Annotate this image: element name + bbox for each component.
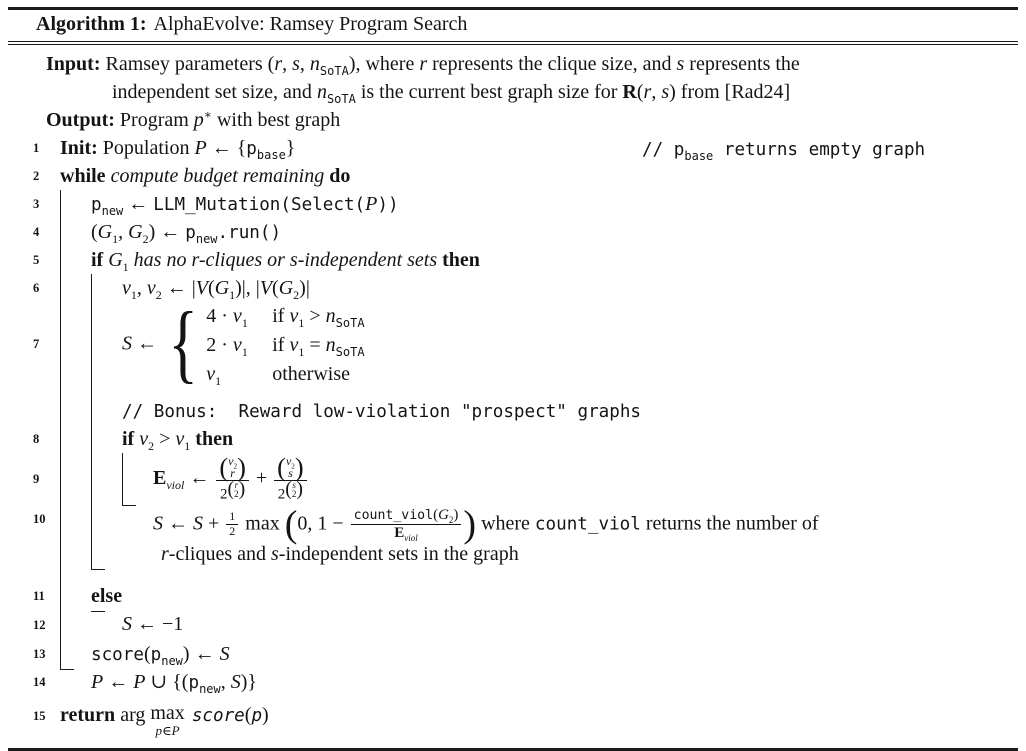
- algo-line: [8, 641, 1018, 669]
- algo-line: [8, 583, 1018, 611]
- line-number: 4: [33, 224, 40, 239]
- algo-line: [8, 134, 1018, 162]
- indent-bar: [60, 453, 91, 505]
- indent-bar: [60, 569, 91, 583]
- binomial: ( s 2 ): [285, 478, 303, 501]
- inline-comment: // $p_{base}$ returns empty graph: [642, 140, 926, 164]
- algo-line: [8, 190, 1018, 218]
- line-content: ($G_1$, $G_2$) ← $p_{new}.run()$: [91, 220, 282, 246]
- indent-bar: [60, 583, 91, 611]
- fraction: ( $v_2$ s ) 2 $^{( s 2 )}$: [274, 455, 307, 504]
- line-content: // Bonus: Reward low-violation "prospect" graphs: [122, 401, 642, 422]
- indent-bar: [60, 641, 91, 669]
- algo-line: [8, 397, 1018, 425]
- line-content: return arg max p∈P score(p): [60, 702, 269, 739]
- algo-line: [8, 425, 1018, 453]
- indent-bar: [60, 190, 91, 218]
- line-content: [122, 569, 1018, 583]
- indent-bar: [91, 569, 105, 570]
- caption-label: Algorithm 1:: [36, 12, 147, 35]
- big-paren: (: [284, 503, 298, 546]
- binomial: ( $v_2$ r ): [219, 451, 246, 482]
- indent-bar: [60, 505, 91, 569]
- indent-bar: [60, 218, 91, 246]
- line-content: $score(p_{new})$ ← S: [91, 643, 230, 669]
- line-number: [8, 387, 60, 397]
- algo-line: [8, 453, 1018, 505]
- line-content: S ← −1: [122, 613, 184, 636]
- algo-line: [8, 387, 1018, 397]
- indent-bar: [91, 453, 122, 505]
- line-content: if $G_1$ has no r-cliques or s-independent sets then: [91, 248, 480, 274]
- line-number: 15: [33, 708, 46, 723]
- algo-line: [8, 702, 1018, 746]
- line-content: independent set size, and $n_{SoTA}$ is the current best graph size for R(r, s) from [Rad24]: [112, 80, 791, 106]
- algo-line: [8, 295, 1018, 393]
- indent-bar: [91, 611, 105, 612]
- line-number: [8, 397, 60, 425]
- indent-bar: [60, 246, 91, 274]
- line-number: 6: [33, 280, 40, 295]
- binomial: ( r 2 ): [227, 478, 246, 501]
- line-content: Init: Population P ← $\{p_{base}\}$ // $p_{base}$ returns empty graph: [60, 136, 926, 164]
- indent-bar: [91, 397, 122, 425]
- line-content: $E_{viol}$ ← ( $v_2$ r ) 2 $^{( r 2 )}$ + ( $v_2$ s ) 2 $^{( s 2 )}$: [153, 453, 1018, 505]
- line-content: $p_{new}$ ← LLM_Mutation(Select(P)): [91, 192, 399, 218]
- indent-bar: [91, 425, 122, 453]
- binomial: ( $v_2$ s ): [277, 451, 304, 482]
- line-number: 10: [33, 512, 46, 527]
- header-line: [8, 78, 1018, 106]
- algo-line: [8, 246, 1018, 274]
- indent-bar: [60, 669, 74, 670]
- header-line: [8, 50, 1018, 78]
- algo-line: [8, 611, 1018, 641]
- indent-bar: [60, 425, 91, 453]
- line-number: 3: [33, 196, 40, 211]
- algo-line: [8, 569, 1018, 583]
- line-content: P ← P ∪ {($p_{new}$, S)}: [91, 671, 258, 697]
- algo-line: [8, 218, 1018, 246]
- indent-bar: [60, 302, 91, 387]
- algo-line: [8, 274, 1018, 302]
- indent-bar: [60, 611, 91, 641]
- indent-bar: [91, 274, 122, 302]
- algorithm-box: [8, 7, 1018, 751]
- line-number: 9: [33, 471, 40, 486]
- cases-row: $2 \cdot v_1$ if $v_1 = n_{SoTA}$: [206, 333, 365, 359]
- line-content: else: [91, 585, 123, 608]
- line-number: 8: [33, 431, 40, 446]
- fraction: ( $v_2$ r ) 2 $^{( r 2 )}$: [216, 455, 249, 504]
- line-number: 2: [33, 168, 40, 183]
- indent-bar: [91, 387, 122, 397]
- indent-bar: [122, 505, 136, 506]
- algorithm-body: [8, 45, 1018, 745]
- indent-bar: [91, 302, 122, 387]
- line-number: 14: [33, 675, 46, 690]
- line-number: 5: [33, 252, 40, 267]
- line-content: Output: Program p∗ with best graph: [46, 107, 341, 131]
- cases-block: [162, 295, 365, 393]
- line-content: [122, 387, 1018, 397]
- line-number: 1: [33, 140, 40, 155]
- big-paren: ): [463, 503, 477, 546]
- cases-row: $v_1$ otherwise: [206, 362, 351, 388]
- line-number: [8, 569, 60, 583]
- line-content: Input: Ramsey parameters (r, s, $n_{SoTA}$), where r represents the clique size, and s represents the: [46, 52, 800, 78]
- header-line: [8, 106, 1018, 134]
- line-content: if $v_2 > v_1$ then: [122, 427, 234, 453]
- indent-bar: [60, 397, 91, 425]
- line-number: 13: [33, 647, 46, 662]
- indent-bar: [60, 274, 91, 302]
- bottom-rule: [8, 748, 1018, 751]
- cases-row: $4 \cdot v_1$ if $v_1 > n_{SoTA}$: [206, 304, 365, 330]
- line-content: S ← S + $\frac{1}{2}$ max (0, 1 − $\frac{count\_viol(G_2)}{E_{viol}}$ ) where count_viol returns the number of r-cliques and s-independent sets in the graph: [153, 503, 819, 566]
- line-content: $v_1$, $v_2$ ← $|V(G_1)|$, $|V(G_2)|$: [122, 276, 310, 302]
- algo-line: [8, 505, 1018, 569]
- line-content: while compute budget remaining do: [60, 164, 351, 187]
- algorithm-caption: [8, 10, 1018, 41]
- line-content: S ← { $4 \cdot v_1$ if $v_1 > n_{SoTA}$ $2 \cdot v_1$ if $v_1 = n_{SoTA}$ $v_1$ otherwise: [122, 295, 365, 393]
- indent-bar: [122, 453, 153, 505]
- indent-bar: [91, 505, 122, 569]
- line-number: 12: [33, 618, 46, 633]
- algo-line: [8, 669, 1018, 697]
- indent-bar: [60, 387, 91, 397]
- argmax-operator: max p∈P: [150, 702, 185, 739]
- fraction: $\frac{1}{2}$: [226, 510, 238, 539]
- line-number: 11: [33, 589, 45, 604]
- line-number: 7: [33, 337, 40, 352]
- page: [0, 7, 1026, 739]
- fraction: $\frac{count\_viol(G_2)}{E_{viol}}$: [351, 507, 462, 543]
- algo-line: [8, 162, 1018, 190]
- cases-brace: {: [168, 295, 198, 393]
- caption-title: AlphaEvolve: Ramsey Program Search: [153, 12, 468, 35]
